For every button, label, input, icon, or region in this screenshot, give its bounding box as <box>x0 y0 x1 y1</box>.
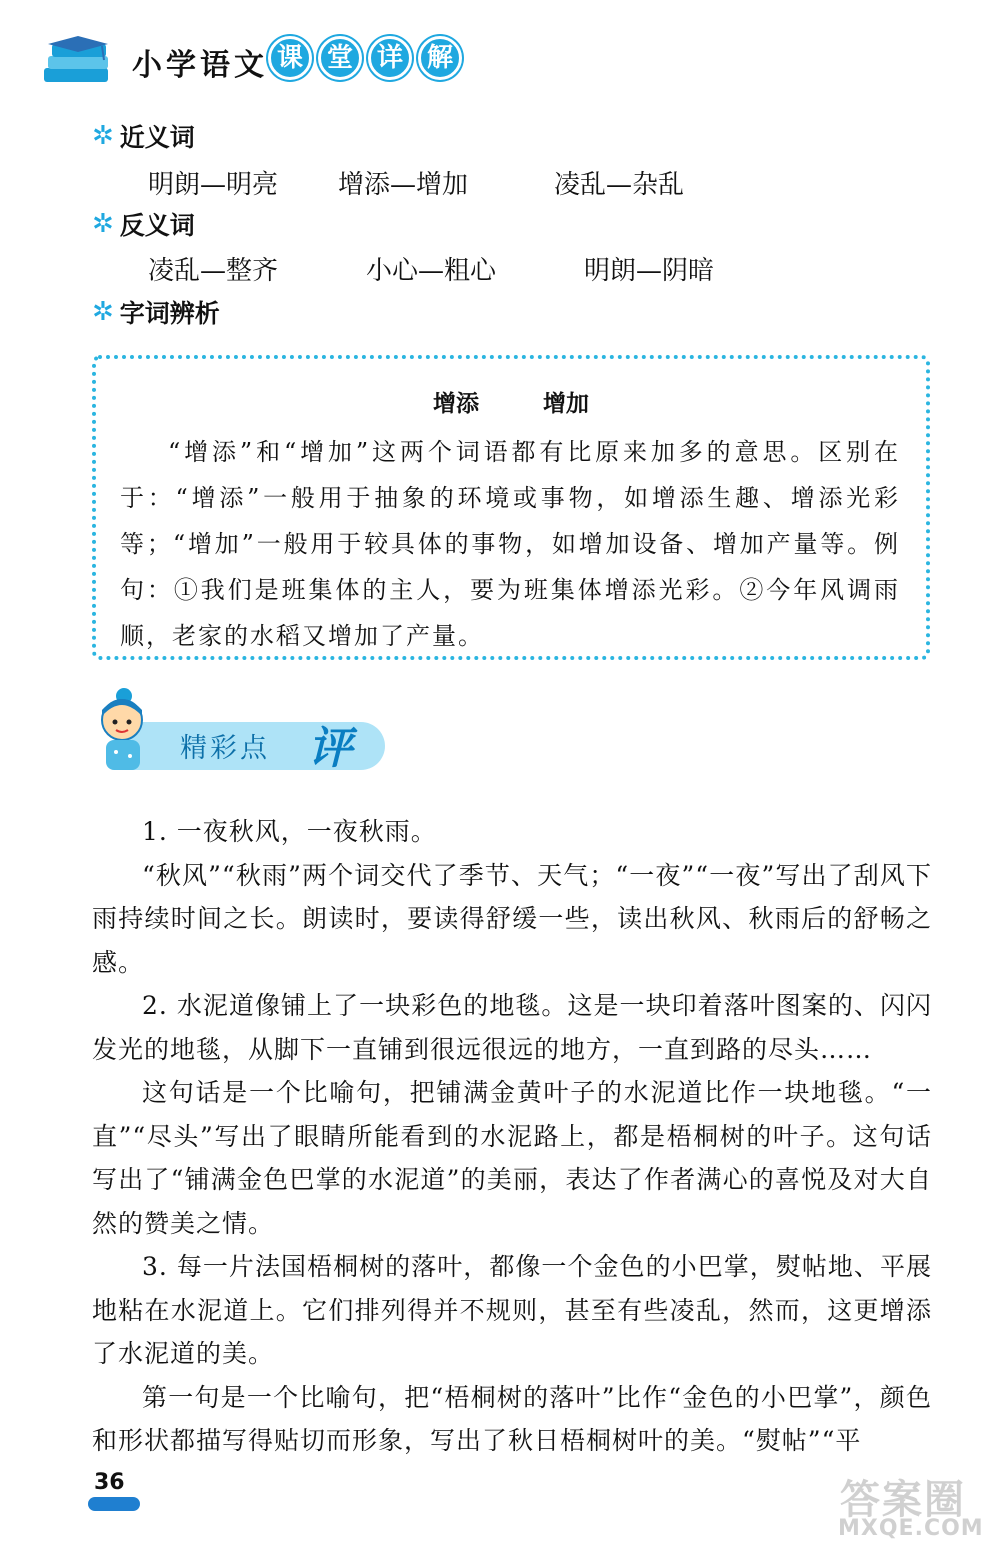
header-badge <box>268 36 462 80</box>
watermark-bottom: MXQE.COM <box>838 1516 984 1541</box>
antonyms-row <box>148 250 714 287</box>
book-stack-icon <box>38 34 118 94</box>
banner-big-char: 评 <box>308 723 352 774</box>
watermark <box>820 1468 990 1548</box>
box-title <box>96 385 926 418</box>
analysis-heading <box>92 294 220 330</box>
asterisk-icon: ✲ <box>92 121 114 151</box>
paragraph: 1. 一夜秋风，一夜秋雨。 <box>142 817 437 846</box>
paragraph: 3. 每一片法国梧桐树的落叶，都像一个金色的小巴掌，熨帖地、平展地粘在水泥道上。它们排列得并不规则，甚至有些凌乱，然而，这更增添了水泥道的美。 <box>92 1252 932 1368</box>
analysis-heading-text: 字词辨析 <box>119 299 220 328</box>
word-pair: 凌乱—整齐 <box>148 256 279 286</box>
badge-char: 堂 <box>318 36 362 80</box>
word-pair: 凌乱—杂乱 <box>554 170 685 200</box>
word-pair: 增添—增加 <box>338 170 469 200</box>
paragraph: 2. 水泥道像铺上了一块彩色的地毯。这是一块印着落叶图案的、闪闪发光的地毯，从脚下一直铺到很远很远的地方，一直到路的尽头…… <box>92 991 932 1064</box>
asterisk-icon: ✲ <box>92 297 114 327</box>
highlight-banner <box>88 682 388 777</box>
box-title-word: 增加 <box>543 391 589 417</box>
paragraph: 这句话是一个比喻句，把铺满金黄叶子的水泥道比作一块地毯。“一直”“尽头”写出了眼睛所能看到的水泥路上，都是梧桐树的叶子。这句话写出了“铺满金色巴掌的水泥道”的美丽，表达了作者满心的喜悦及对大自然的赞美之情。 <box>92 1078 932 1238</box>
header-title: 小学语文 <box>132 48 268 83</box>
word-analysis-box <box>92 355 930 660</box>
box-text: “增添”和“增加”这两个词语都有比原来加多的意思。区别在于：“增添”一般用于抽象的环境或事物，如增添生趣、增添光彩等；“增加”一般用于较具体的事物，如增加设备、增加产量等。例句：①我们是班集体的主人，要为班集体增添光彩。②今年风调雨顺，老家的水稻又增加了产量。 <box>120 438 900 650</box>
synonyms-heading-text: 近义词 <box>119 123 195 152</box>
synonyms-heading <box>92 118 195 154</box>
paragraph: 第一句是一个比喻句，把“梧桐树的落叶”比作“金色的小巴掌”，颜色和形状都描写得贴切而形象，写出了秋日梧桐树叶的美。“熨帖”“平 <box>92 1382 932 1455</box>
watermark-top: 答案圈 <box>840 1477 966 1523</box>
antonyms-heading-text: 反义词 <box>119 211 195 240</box>
girl-icon <box>88 682 158 777</box>
paragraph: “秋风”“秋雨”两个词交代了季节、天气；“一夜”“一夜”写出了刮风下雨持续时间之长。朗读时，要读得舒缓一些，读出秋风、秋雨后的舒畅之感。 <box>92 860 932 977</box>
page-number: 36 <box>94 1470 125 1495</box>
word-pair: 明朗—阴暗 <box>584 256 715 286</box>
page-header <box>30 28 550 98</box>
badge-char: 课 <box>268 36 312 80</box>
badge-char: 详 <box>368 36 412 80</box>
asterisk-icon: ✲ <box>92 209 114 239</box>
banner-text: 精彩点 <box>180 733 270 764</box>
badge-char: 解 <box>418 36 462 80</box>
antonyms-heading <box>92 206 195 242</box>
box-title-word: 增添 <box>432 391 479 417</box>
word-pair: 明朗—明亮 <box>148 170 279 200</box>
page-number-bar <box>88 1497 140 1511</box>
commentary-body <box>92 810 932 1463</box>
word-pair: 小心—粗心 <box>366 256 497 286</box>
synonyms-row <box>148 164 684 201</box>
